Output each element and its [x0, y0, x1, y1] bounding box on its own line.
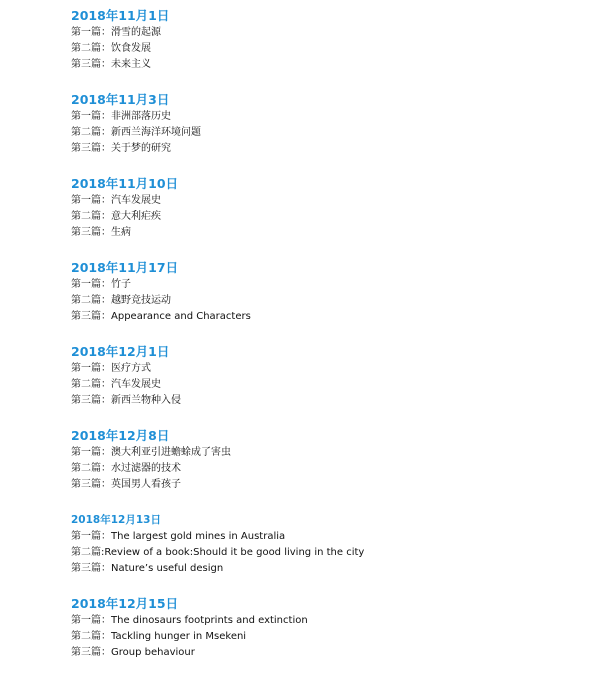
article-item: 第二篇：新西兰海洋环境问题	[71, 127, 201, 138]
article-item: 第三篇：Group behaviour	[71, 647, 195, 658]
article-item: 第二篇：水过滤器的技术	[71, 463, 181, 474]
section-date: 2018年11月3日	[71, 92, 170, 107]
section-date: 2018年12月8日	[71, 428, 170, 443]
section-date: 2018年12月13日	[71, 514, 161, 526]
schedule-section	[71, 260, 581, 325]
schedule-section	[71, 92, 581, 157]
article-item: 第二篇：越野竞技运动	[71, 295, 171, 306]
article-item: 第一篇：滑雪的起源	[71, 27, 161, 38]
schedule-section	[71, 596, 581, 661]
article-item: 第三篇：英国男人看孩子	[71, 479, 181, 490]
article-item: 第三篇：关于梦的研究	[71, 143, 171, 154]
article-item: 第三篇：未来主义	[71, 59, 151, 70]
article-item: 第一篇：The dinosaurs footprints and extinction	[71, 615, 308, 626]
article-item: 第一篇：非洲部落历史	[71, 111, 171, 122]
article-item: 第二篇:Review of a book:Should it be good living in the city	[71, 547, 365, 558]
section-date: 2018年11月1日	[71, 8, 170, 23]
article-item: 第一篇：汽车发展史	[71, 195, 161, 206]
schedule-section	[71, 176, 581, 241]
schedule-section	[71, 512, 581, 577]
article-item: 第三篇：新西兰物种入侵	[71, 395, 181, 406]
article-item: 第二篇：意大利疟疾	[71, 211, 161, 222]
article-item: 第三篇：Appearance and Characters	[71, 311, 251, 322]
article-item: 第二篇：饮食发展	[71, 43, 151, 54]
article-item: 第一篇：竹子	[71, 279, 131, 290]
article-item: 第一篇：澳大利亚引进蟾蜍成了害虫	[71, 447, 231, 458]
article-item: 第一篇：医疗方式	[71, 363, 151, 374]
section-date: 2018年11月17日	[71, 260, 179, 275]
article-item: 第三篇：Nature’s useful design	[71, 563, 224, 574]
article-schedule	[71, 8, 581, 680]
section-date: 2018年12月15日	[71, 596, 179, 611]
section-date: 2018年12月1日	[71, 344, 170, 359]
schedule-section	[71, 344, 581, 409]
schedule-section	[71, 428, 581, 493]
article-item: 第二篇：汽车发展史	[71, 379, 161, 390]
section-date: 2018年11月10日	[71, 176, 179, 191]
article-item: 第二篇：Tackling hunger in Msekeni	[71, 631, 247, 642]
article-item: 第三篇：生病	[71, 227, 131, 238]
schedule-section	[71, 8, 581, 73]
article-item: 第一篇：The largest gold mines in Australia	[71, 531, 286, 542]
